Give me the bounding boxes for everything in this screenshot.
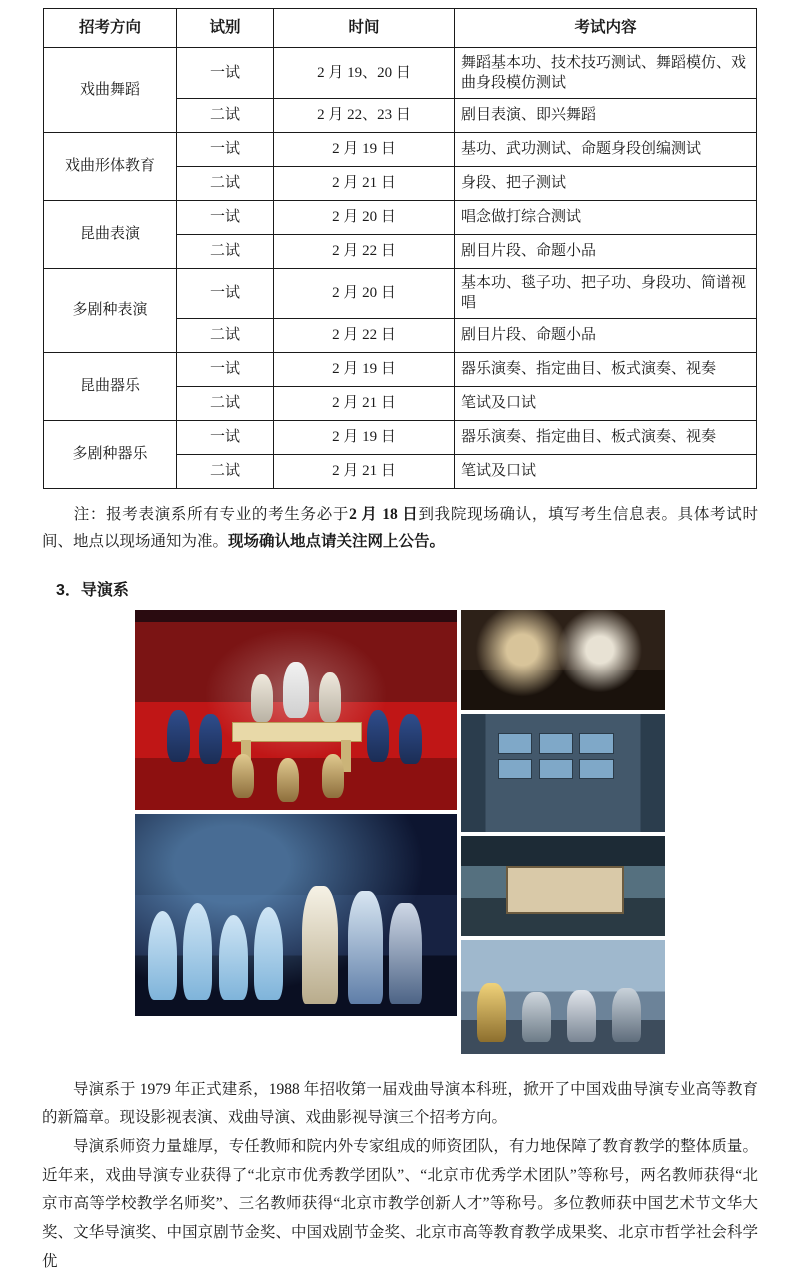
- note-bold-date: 2 月 18 日: [349, 505, 419, 523]
- cell-time: 2 月 21 日: [274, 454, 455, 488]
- paragraph-faculty-strength: 导演系师资力量雄厚，专任教师和院内外专家组成的师资团队，有力地保障了教育教学的整体质量。近年来，戏曲导演专业获得了“北京市优秀教学团队”、“北京市优秀学术团队”等称号，两名教师获得“北京市高等学校教学名师奖”、三名教师获得“北京市教学创新人才”等称号。多位教师获中国艺术节文华大奖、文华导演奖、中国京剧节金奖、中国戏剧节金奖、北京市高等教育教学成果奖、北京市哲学社会科学优: [42, 1138, 758, 1270]
- column-header-round: 试别: [177, 9, 274, 48]
- photo-stage-red-ensemble: [135, 610, 457, 810]
- note-text-part1: 注：报考表演系所有专业的考生务必于: [73, 505, 350, 523]
- cell-content: 器乐演奏、指定曲目、板式演奏、视奏: [455, 420, 757, 454]
- table-row: [44, 352, 757, 386]
- cell-time: 2 月 22 日: [274, 318, 455, 352]
- cell-direction: 多剧种器乐: [44, 420, 177, 488]
- performer-figure: [319, 672, 342, 722]
- actor-figure: [477, 983, 506, 1042]
- table-row: [44, 269, 757, 319]
- cell-round: 一试: [177, 48, 274, 99]
- performer-figure: [232, 754, 255, 798]
- exam-schedule-table: [43, 8, 757, 489]
- cell-time: 2 月 19 日: [274, 420, 455, 454]
- cell-time: 2 月 20 日: [274, 201, 455, 235]
- photo-collage: [135, 610, 665, 1054]
- cell-content: 笔试及口试: [455, 386, 757, 420]
- dancer-figure: [148, 911, 177, 1000]
- collage-left-column: [135, 610, 457, 1054]
- cell-time: 2 月 22、23 日: [274, 99, 455, 133]
- cell-direction: 戏曲舞蹈: [44, 48, 177, 133]
- cell-direction: 多剧种表演: [44, 269, 177, 353]
- actor-figure-blue-robe: [348, 891, 383, 1004]
- photo-dance-blue-scene: [135, 814, 457, 1016]
- cell-time: 2 月 19 日: [274, 352, 455, 386]
- performer-figure: [283, 662, 309, 718]
- cell-content: 唱念做打综合测试: [455, 201, 757, 235]
- dancer-figure: [254, 907, 283, 1000]
- cell-time: 2 月 21 日: [274, 167, 455, 201]
- performer-figure: [199, 714, 222, 764]
- cell-time: 2 月 19 日: [274, 133, 455, 167]
- cell-content: 剧目片段、命题小品: [455, 318, 757, 352]
- note-paragraph: [42, 501, 758, 555]
- table-row: [44, 48, 757, 99]
- performer-figure: [167, 710, 190, 762]
- cell-time: 2 月 21 日: [274, 386, 455, 420]
- actor-figure-white-robe: [302, 886, 337, 1003]
- performer-figure: [399, 714, 422, 764]
- photo-two-actors-makeup: [461, 610, 665, 710]
- column-header-direction: 招考方向: [44, 9, 177, 48]
- performer-figure: [251, 674, 274, 722]
- cell-round: 二试: [177, 454, 274, 488]
- cell-content: 身段、把子测试: [455, 167, 757, 201]
- performer-figure: [367, 710, 390, 762]
- cell-content: 基功、武功测试、命题身段创编测试: [455, 133, 757, 167]
- monitor-screen: [539, 759, 574, 780]
- collage-right-column: [461, 610, 665, 1054]
- dancer-figure: [183, 903, 212, 1000]
- table-body: [44, 48, 757, 489]
- table-header: [44, 9, 757, 48]
- monitor-screen: [498, 733, 533, 754]
- table-row: [44, 420, 757, 454]
- actor-figure: [567, 990, 596, 1042]
- cell-time: 2 月 20 日: [274, 269, 455, 319]
- cell-content: 剧目表演、即兴舞蹈: [455, 99, 757, 133]
- cell-content: 器乐演奏、指定曲目、板式演奏、视奏: [455, 352, 757, 386]
- dancer-figure: [219, 915, 248, 1000]
- cell-content: 笔试及口试: [455, 454, 757, 488]
- section-heading-directing-department: 3．导演系: [56, 581, 129, 599]
- cell-round: 一试: [177, 269, 274, 319]
- cell-round: 一试: [177, 420, 274, 454]
- note-text-part2: 到我院现场确认，填写考生信息表。具体考试时间、地点以现场通知为准。: [42, 505, 758, 550]
- cell-direction: 昆曲器乐: [44, 352, 177, 420]
- column-header-content: 考试内容: [455, 9, 757, 48]
- monitor-screen: [539, 733, 574, 754]
- note-bold-announcement: 现场确认地点请关注网上公告。: [228, 532, 446, 550]
- cell-round: 二试: [177, 167, 274, 201]
- cell-round: 一试: [177, 133, 274, 167]
- cell-direction: 戏曲形体教育: [44, 133, 177, 201]
- table-row: [44, 201, 757, 235]
- performer-figure: [277, 758, 300, 802]
- monitor-screen: [579, 733, 614, 754]
- photo-control-room: [461, 714, 665, 832]
- performer-figure: [322, 754, 345, 798]
- cell-content: 基本功、毯子功、把子功、身段功、简谱视唱: [455, 269, 757, 319]
- cell-direction: 昆曲表演: [44, 201, 177, 269]
- cell-round: 一试: [177, 352, 274, 386]
- cell-round: 一试: [177, 201, 274, 235]
- cell-content: 剧目片段、命题小品: [455, 235, 757, 269]
- table-header-row: [44, 9, 757, 48]
- paragraph-department-history: 导演系于 1979 年正式建系，1988 年招收第一届戏曲导演本科班，掀开了中国戏曲导演专业高等教育的新篇章。现设影视表演、戏曲导演、戏曲影视导演三个招考方向。: [42, 1080, 758, 1127]
- monitor-screen: [498, 759, 533, 780]
- table-row: [44, 133, 757, 167]
- cell-content: 舞蹈基本功、技术技巧测试、舞蹈模仿、戏曲身段模仿测试: [455, 48, 757, 99]
- column-header-time: 时间: [274, 9, 455, 48]
- cell-time: 2 月 19、20 日: [274, 48, 455, 99]
- cell-time: 2 月 22 日: [274, 235, 455, 269]
- photo-modern-drama: [461, 940, 665, 1054]
- photo-small-theatre: [461, 836, 665, 936]
- actor-figure: [522, 992, 551, 1042]
- theatre-stage: [506, 866, 624, 914]
- actor-figure: [612, 988, 641, 1043]
- actor-figure: [389, 903, 421, 1004]
- cell-round: 二试: [177, 386, 274, 420]
- stage-prop-table: [232, 722, 363, 742]
- monitor-screen: [579, 759, 614, 780]
- cell-round: 二试: [177, 99, 274, 133]
- cell-round: 二试: [177, 235, 274, 269]
- cell-round: 二试: [177, 318, 274, 352]
